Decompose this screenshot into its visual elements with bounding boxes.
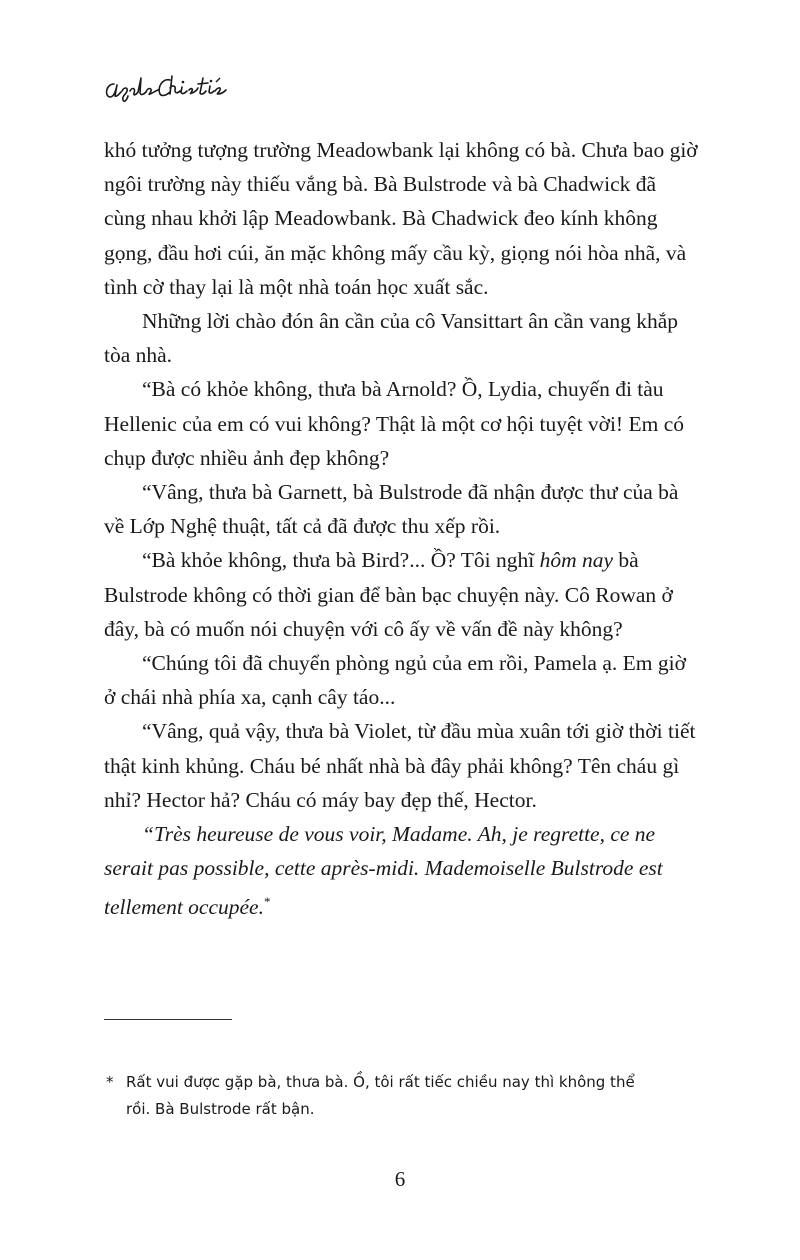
paragraph-french <box>104 817 702 925</box>
footnote-marker: * <box>106 1073 114 1091</box>
paragraph <box>104 543 702 646</box>
footnote-line <box>106 1069 702 1096</box>
paragraph: “Bà có khỏe không, thưa bà Arnold? Ồ, Lydia, chuyến đi tàu Hellenic của em có vui không? Thật là một cơ hội tuyệt vời! Em có chụp được nhiều ảnh đẹp không? <box>104 377 684 470</box>
italic-run: hôm nay <box>539 548 614 573</box>
paragraph: Những lời chào đón ân cần của cô Vansittart ân cần vang khắp tòa nhà. <box>104 309 679 368</box>
text-run: “Bà khỏe không, thưa bà Bird?... Ồ? Tôi nghĩ <box>142 548 540 573</box>
paragraph: “Chúng tôi đã chuyển phòng ngủ của em rồi, Pamela ạ. Em giờ ở chái nhà phía xa, cạnh cây táo... <box>104 651 686 710</box>
signature-logo <box>100 70 240 104</box>
footnote-text: Rất vui được gặp bà, thưa bà. Ồ, tôi rất tiếc chiều nay thì không thể <box>126 1073 635 1091</box>
footnote-marker-ref: * <box>263 894 271 910</box>
paragraph: “Vâng, quả vậy, thưa bà Violet, từ đầu mùa xuân tới giờ thời tiết thật kinh khủng. Cháu bé nhất nhà bà đây phải không? Tên cháu gì nhỉ? Hector hả? Cháu có máy bay đẹp thế, Hector. <box>104 719 696 812</box>
text-run: bà Bulstrode không có thời gian để bàn bạc chuyện này. Cô Rowan ở đây, bà có muốn nói chuyện với cô ấy về vấn đề này không? <box>104 548 673 641</box>
main-text <box>104 133 702 925</box>
paragraph: khó tưởng tượng trường Meadowbank lại không có bà. Chưa bao giờ ngôi trường này thiếu vắng bà. Bà Bulstrode và bà Chadwick đã cùng nhau khởi lập Meadowbank. Bà Chadwick đeo kính không gọng, đầu hơi cúi, ăn mặc không mấy cầu kỳ, giọng nói hòa nhã, và tình cờ thay lại là một nhà toán học xuất sắc. <box>104 138 698 299</box>
footnote-text: rồi. Bà Bulstrode rất bận. <box>126 1100 315 1118</box>
footnote <box>106 1069 702 1123</box>
paragraph: “Vâng, thưa bà Garnett, bà Bulstrode đã nhận được thư của bà về Lớp Nghệ thuật, tất cả đã được thu xếp rồi. <box>104 480 679 539</box>
italic-run: “Très heureuse de vous voir, Madame. Ah, je regrette, ce ne serait pas possible, cette après-midi. Mademoiselle Bulstrode est tellement occupée. <box>104 822 663 920</box>
footnote-divider <box>104 1019 232 1020</box>
page-number: 6 <box>394 1167 406 1191</box>
